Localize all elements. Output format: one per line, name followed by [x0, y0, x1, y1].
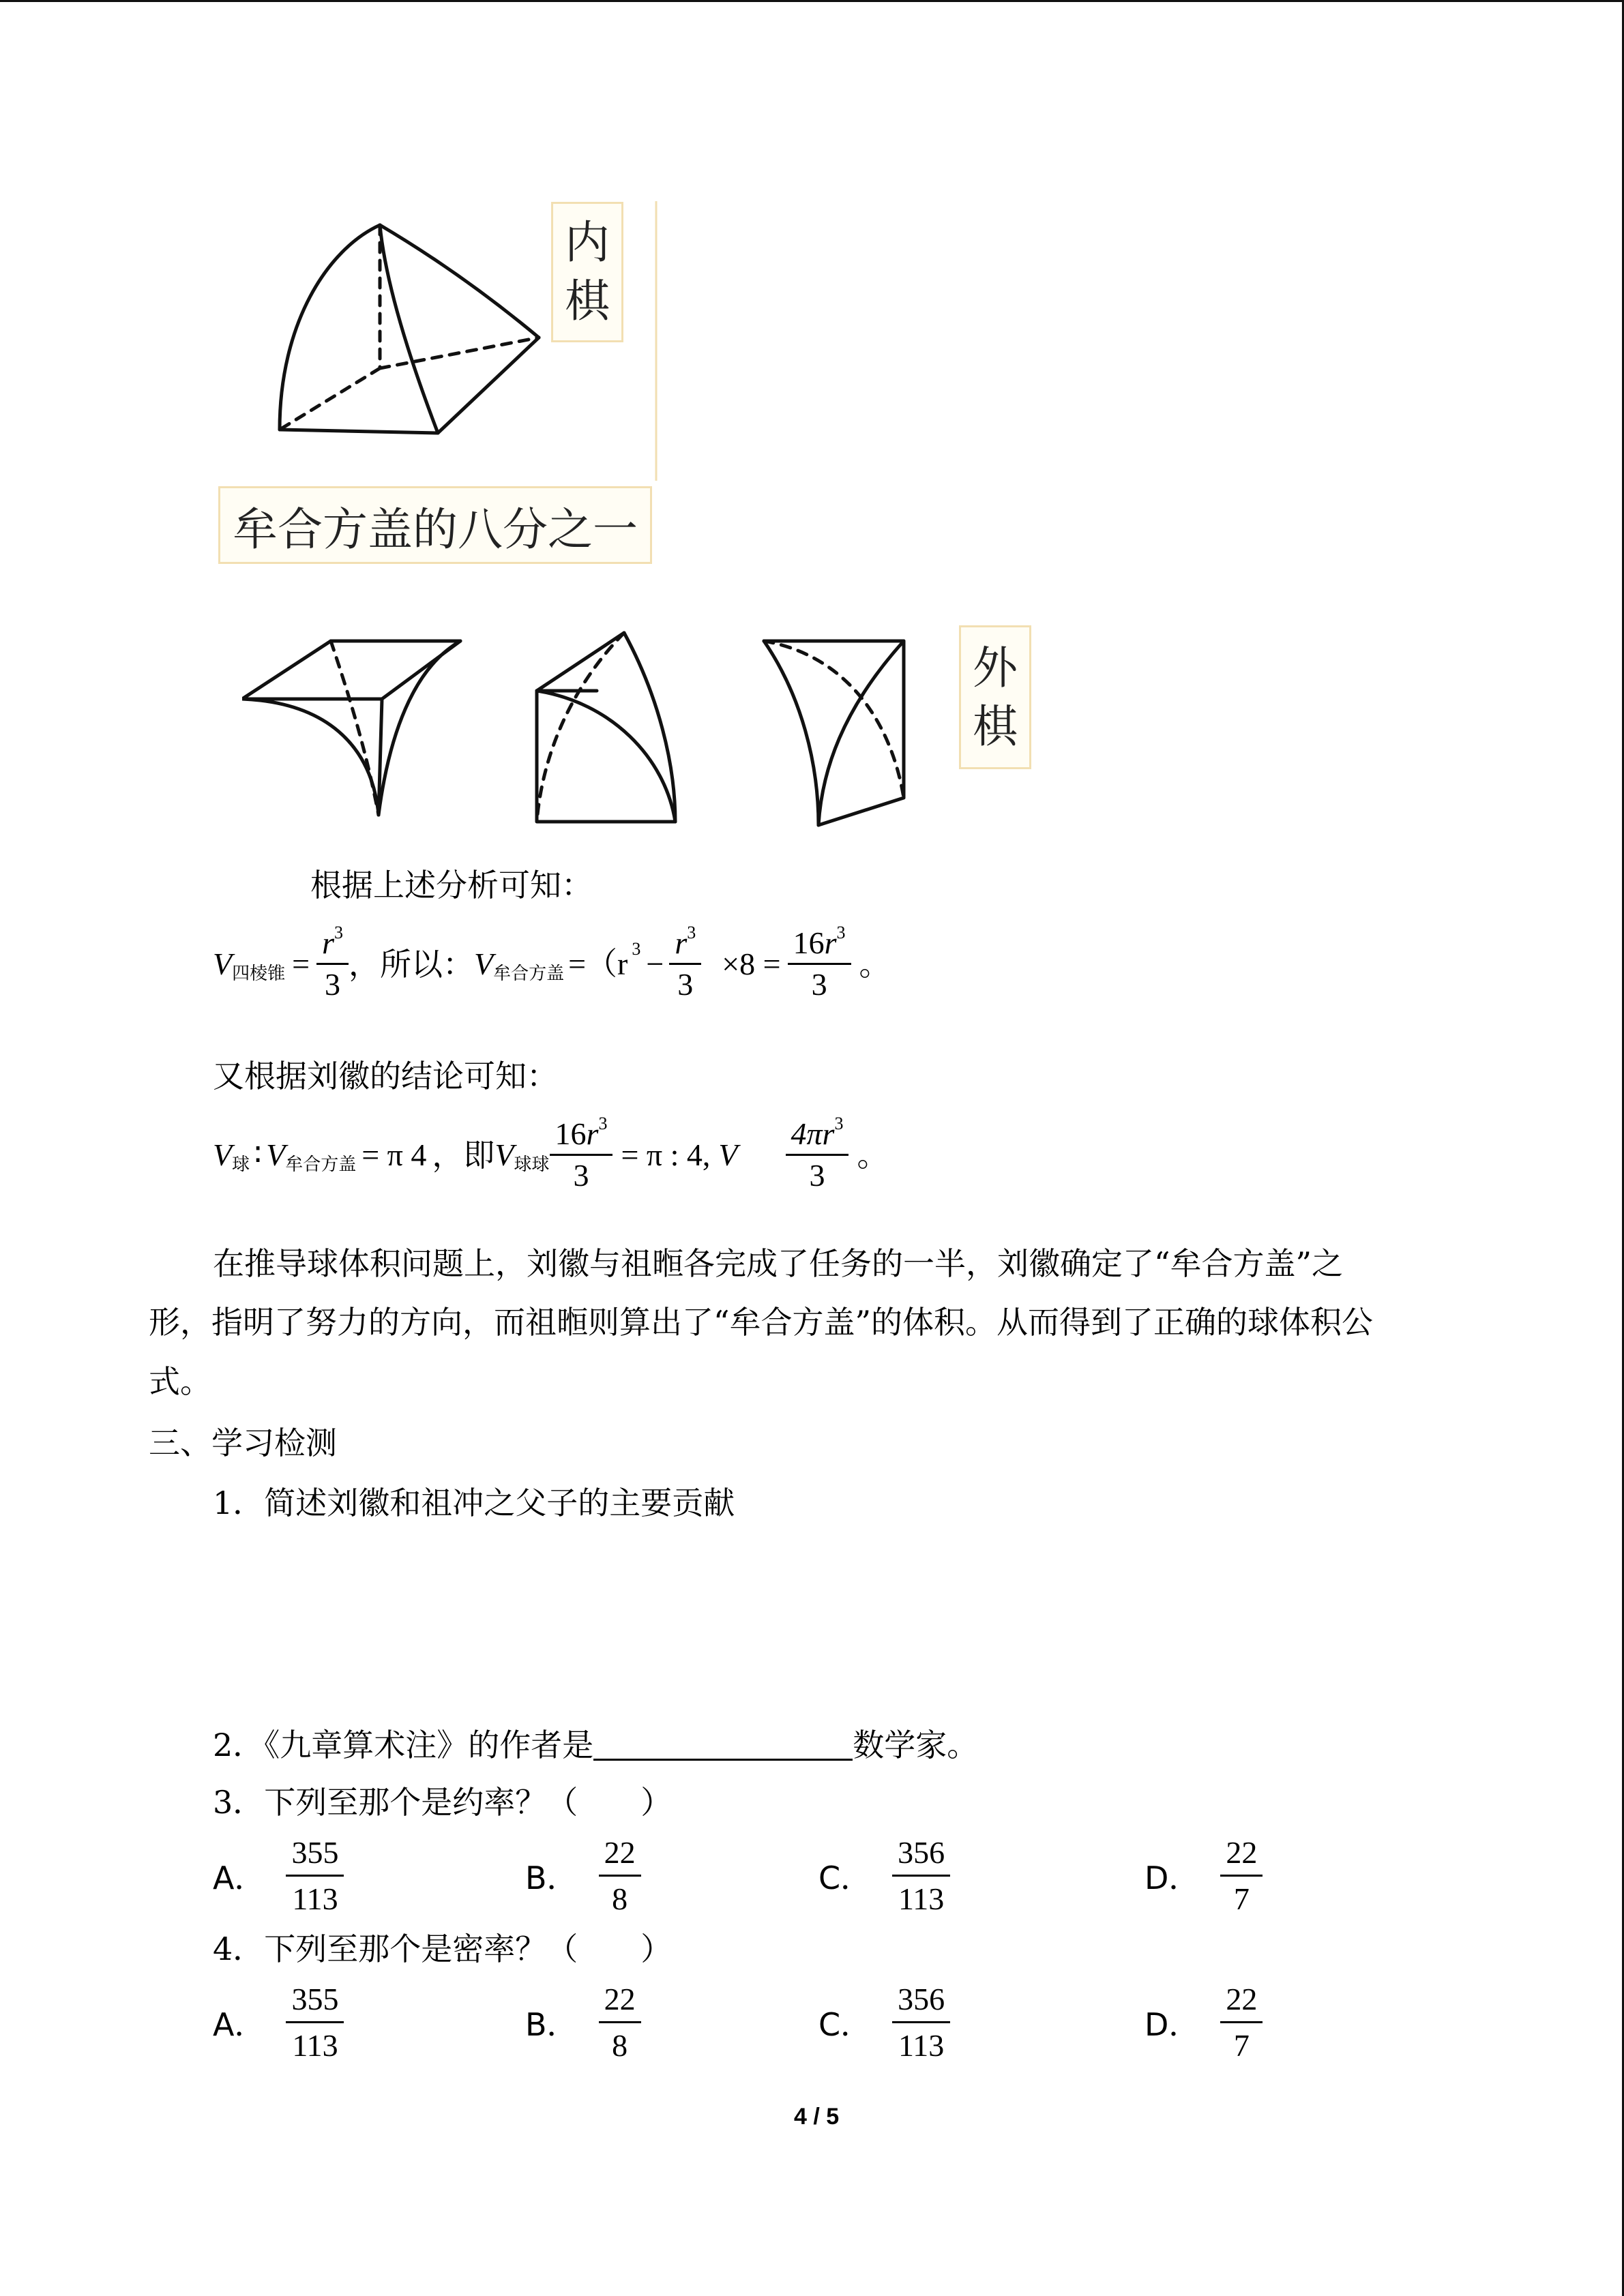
- formula2-frac-16r3-3: [550, 1114, 613, 1193]
- formula2-v3: V: [494, 1137, 514, 1172]
- q4-option-c-frac: [892, 1981, 950, 2063]
- q3-option-a-label: A．: [213, 1859, 266, 1896]
- formula1-times8: ×8 =: [722, 946, 781, 981]
- formula1-den-b: 3: [677, 967, 694, 1002]
- q3-option-d-label: D．: [1145, 1859, 1200, 1896]
- inner-label-char-2: 棋: [565, 275, 610, 327]
- q3-option-b[interactable]: [525, 1834, 641, 1917]
- q3-a-num: 355: [286, 1834, 344, 1877]
- paragraph-line-3: 式。: [149, 1363, 211, 1400]
- formula2-colon: ∶: [254, 1137, 263, 1172]
- paragraph-line-1: 在推导球体积问题上，刘徽与祖暅各完成了任务的一半，刘徽确定了“牟合方盖”之: [213, 1245, 1344, 1282]
- formula1-cube: 3: [334, 923, 343, 942]
- q4-option-b-label: B．: [525, 2006, 578, 2043]
- formula2-cube: 3: [598, 1114, 608, 1133]
- paragraph-line-2: 形，指明了努力的方向，而祖暅则算出了“牟合方盖”的体积。从而得到了正确的球体积公: [149, 1304, 1374, 1341]
- formula1-r-c: r: [824, 925, 837, 960]
- q4-c-den: 113: [898, 2028, 945, 2063]
- question-2-after: 数学家。: [853, 1727, 979, 1763]
- figure1-caption: 牟合方盖的八分之一: [218, 486, 652, 564]
- question-4: 4．下列至那个是密率？（ ）: [213, 1930, 673, 1967]
- analysis-intro: 根据上述分析可知：: [310, 867, 593, 904]
- formula1-r: r: [322, 925, 334, 960]
- formula2-sub-mouhe: 牟合方盖: [285, 1154, 357, 1175]
- formula-pyramid-volume: [213, 923, 891, 1002]
- q3-option-c-label: C．: [818, 1859, 872, 1896]
- top-border-line: [0, 0, 1624, 2]
- outer-label-char-2: 棋: [973, 700, 1018, 753]
- inner-piece-label: [551, 202, 623, 342]
- q4-option-a[interactable]: [213, 1981, 344, 2063]
- q4-a-num: 355: [286, 1981, 344, 2023]
- q4-b-den: 8: [612, 2028, 628, 2063]
- formula2-4pir: 4πr: [791, 1116, 835, 1151]
- formula1-cube2: 3: [632, 938, 641, 959]
- q3-option-b-frac: [599, 1834, 641, 1917]
- formula1-eq: =: [292, 946, 310, 981]
- q4-b-num: 22: [599, 1981, 641, 2023]
- q3-option-a-frac: [286, 1834, 344, 1917]
- q3-b-num: 22: [599, 1834, 641, 1877]
- q3-a-den: 113: [292, 1881, 338, 1916]
- formula2-sub-ball2: 球球: [514, 1154, 550, 1175]
- question-2-before: 2．《九章算术注》的作者是: [213, 1727, 594, 1763]
- liu-conclusion-intro: 又根据刘徽的结论可知：: [213, 1058, 558, 1094]
- formula1-sub-pyramid: 四棱锥: [232, 963, 286, 984]
- q4-option-a-label: A．: [213, 2006, 266, 2043]
- formula-sphere-volume: [213, 1114, 889, 1193]
- q4-option-b-frac: [599, 1981, 641, 2063]
- q4-a-den: 113: [292, 2028, 338, 2063]
- formula1-minus: −: [646, 946, 664, 981]
- formula1-frac-16r3-3: [788, 923, 851, 1002]
- formula1-den: 3: [325, 967, 341, 1002]
- q3-d-num: 22: [1220, 1834, 1263, 1877]
- q4-option-d[interactable]: [1145, 1981, 1263, 2063]
- question-2-blank[interactable]: [593, 1729, 853, 1761]
- formula2-sub-ball: 球: [232, 1154, 250, 1175]
- formula1-frac-r3-3: [316, 923, 349, 1002]
- q3-c-num: 356: [892, 1834, 950, 1877]
- formula1-v: V: [213, 946, 233, 981]
- q3-option-b-label: B．: [525, 1859, 578, 1896]
- q4-d-den: 7: [1233, 2028, 1250, 2063]
- formula2-v2: V: [266, 1137, 286, 1172]
- q3-option-c[interactable]: [818, 1834, 950, 1917]
- formula2-16: 16: [555, 1116, 587, 1151]
- question-1: 1．简述刘徽和祖冲之父子的主要贡献: [213, 1485, 735, 1521]
- formula1-frac-r3-3b: [669, 923, 701, 1002]
- formula1-16: 16: [793, 925, 825, 960]
- q4-option-c[interactable]: [818, 1981, 950, 2063]
- formula2-den-b: 3: [809, 1158, 825, 1193]
- q3-option-d[interactable]: [1145, 1834, 1263, 1917]
- q3-option-c-frac: [892, 1834, 950, 1917]
- formula2-eq-pi4: = π 4: [361, 1137, 427, 1172]
- q3-c-den: 113: [898, 1881, 945, 1916]
- q3-option-a[interactable]: [213, 1834, 344, 1917]
- q4-c-num: 356: [892, 1981, 950, 2023]
- formula2-r: r: [586, 1116, 599, 1151]
- formula2-den: 3: [573, 1158, 589, 1193]
- inner-label-char-1: 内: [565, 216, 610, 269]
- formula1-r-b: r: [675, 925, 688, 960]
- formula2-v4: V: [718, 1137, 738, 1172]
- q3-d-den: 7: [1233, 1881, 1250, 1916]
- q4-option-b[interactable]: [525, 1981, 641, 2063]
- formula1-so: ，所以：: [348, 945, 474, 983]
- q3-option-d-frac: [1220, 1834, 1263, 1917]
- q3-b-den: 8: [612, 1881, 628, 1916]
- formula1-cube-b: 3: [687, 923, 696, 942]
- formula1-den-c: 3: [811, 967, 827, 1002]
- formula1-end: 。: [859, 945, 891, 983]
- q4-option-d-label: D．: [1145, 2006, 1200, 2043]
- outer-label-char-1: 外: [973, 641, 1018, 694]
- question-2: [213, 1729, 978, 1761]
- formula1-sub-mouhe: 牟合方盖: [493, 963, 565, 984]
- formula1-eq2: =（r: [568, 946, 628, 981]
- formula2-end: 。: [857, 1136, 889, 1174]
- formula1-v2: V: [473, 946, 494, 981]
- formula1-cube-c: 3: [836, 923, 846, 942]
- outer-pieces-figure: [242, 627, 924, 832]
- question-3: 3．下列至那个是约率？（ ）: [213, 1784, 673, 1821]
- page-number: 4 / 5: [794, 2104, 840, 2130]
- formula2-v: V: [213, 1137, 233, 1172]
- section-title: 三、学习检测: [149, 1425, 337, 1461]
- q4-option-d-frac: [1220, 1981, 1263, 2063]
- q4-d-num: 22: [1220, 1981, 1263, 2023]
- formula2-frac-4pir3-3: [786, 1114, 849, 1193]
- formula2-cube-b: 3: [834, 1114, 844, 1133]
- formula2-ji: ，即: [432, 1136, 495, 1174]
- q4-option-c-label: C．: [818, 2006, 872, 2043]
- formula2-eq-pi-rest: = π : 4,: [621, 1137, 711, 1172]
- outer-piece-label: [959, 625, 1031, 769]
- q4-option-a-frac: [286, 1981, 344, 2063]
